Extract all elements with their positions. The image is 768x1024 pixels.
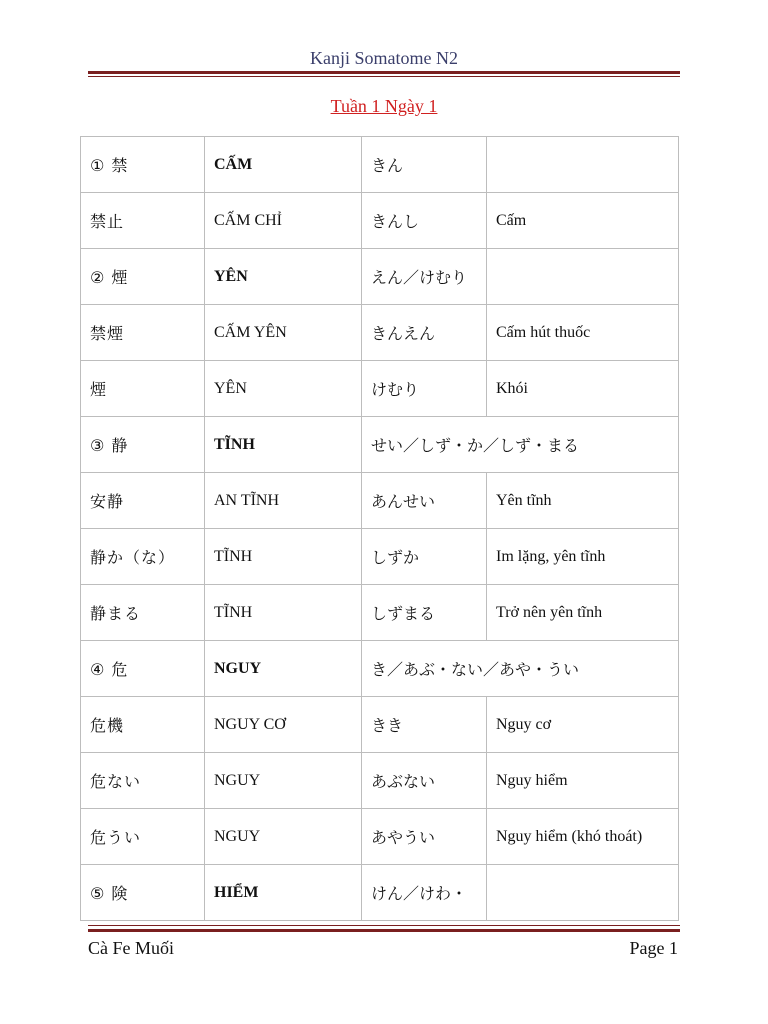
meaning-cell: Nguy cơ bbox=[487, 697, 679, 753]
meaning-cell bbox=[487, 137, 679, 193]
kana-cell: きん bbox=[362, 137, 487, 193]
kana-cell: えん／けむり bbox=[362, 249, 487, 305]
table-row bbox=[81, 753, 679, 809]
table-row bbox=[81, 809, 679, 865]
kanji-cell: ③ 静 bbox=[81, 417, 205, 473]
kana-cell: あぶない bbox=[362, 753, 487, 809]
kanji-cell: 静まる bbox=[81, 585, 205, 641]
meaning-cell bbox=[487, 249, 679, 305]
kana-cell: けん／けわ・ bbox=[362, 865, 487, 921]
kanji-cell: ④ 危 bbox=[81, 641, 205, 697]
hanviet-cell: CẤM bbox=[205, 137, 362, 193]
meaning-cell: Cấm hút thuốc bbox=[487, 305, 679, 361]
lesson-subtitle: Tuần 1 Ngày 1 bbox=[330, 96, 438, 116]
kanji-table bbox=[80, 136, 679, 921]
kanji-cell: ② 煙 bbox=[81, 249, 205, 305]
document-header-title: Kanji Somatome N2 bbox=[310, 48, 458, 68]
table-row bbox=[81, 305, 679, 361]
table-row bbox=[81, 473, 679, 529]
hanviet-cell: AN TĨNH bbox=[205, 473, 362, 529]
table-row bbox=[81, 697, 679, 753]
kanji-cell: 危ない bbox=[81, 753, 205, 809]
kana-cell: しずまる bbox=[362, 585, 487, 641]
meaning-cell: Im lặng, yên tĩnh bbox=[487, 529, 679, 585]
kanji-cell bbox=[81, 529, 205, 585]
table-row bbox=[81, 641, 679, 697]
kana-cell: きんし bbox=[362, 193, 487, 249]
kanji-suffix: （な） bbox=[124, 548, 176, 567]
kana-cell: きんえん bbox=[362, 305, 487, 361]
meaning-cell: Khói bbox=[487, 361, 679, 417]
header-divider-thin bbox=[88, 76, 680, 77]
kanji-cell: 危うい bbox=[81, 809, 205, 865]
kanji-cell: 禁煙 bbox=[81, 305, 205, 361]
hanviet-cell: CẤM CHỈ bbox=[205, 193, 362, 249]
kanji-cell: 煙 bbox=[81, 361, 205, 417]
table-row bbox=[81, 865, 679, 921]
kana-cell: せい／しず・か／しず・まる bbox=[362, 417, 679, 473]
kana-cell: あんせい bbox=[362, 473, 487, 529]
meaning-cell bbox=[487, 865, 679, 921]
footer-divider bbox=[88, 929, 680, 932]
kana-cell: あやうい bbox=[362, 809, 487, 865]
meaning-cell: Trở nên yên tĩnh bbox=[487, 585, 679, 641]
kana-cell: き／あぶ・ない／あや・うい bbox=[362, 641, 679, 697]
page-number: Page 1 bbox=[629, 938, 678, 958]
meaning-cell: Nguy hiểm bbox=[487, 753, 679, 809]
hanviet-cell: CẤM YÊN bbox=[205, 305, 362, 361]
hanviet-cell: TĨNH bbox=[205, 529, 362, 585]
hanviet-cell: TĨNH bbox=[205, 417, 362, 473]
kanji-cell: ① 禁 bbox=[81, 137, 205, 193]
hanviet-cell: NGUY bbox=[205, 753, 362, 809]
hanviet-cell: NGUY CƠ bbox=[205, 697, 362, 753]
footer-author: Cà Fe Muối bbox=[88, 938, 175, 958]
table-row bbox=[81, 249, 679, 305]
hanviet-cell: TĨNH bbox=[205, 585, 362, 641]
hanviet-cell: HIỂM bbox=[205, 865, 362, 921]
table-row bbox=[81, 361, 679, 417]
meaning-cell: Nguy hiểm (khó thoát) bbox=[487, 809, 679, 865]
kana-cell: しずか bbox=[362, 529, 487, 585]
kanji-cell: ⑤ 険 bbox=[81, 865, 205, 921]
hanviet-cell: NGUY bbox=[205, 641, 362, 697]
table-row bbox=[81, 585, 679, 641]
table-row bbox=[81, 137, 679, 193]
kanji-cell: 禁止 bbox=[81, 193, 205, 249]
kana-cell: きき bbox=[362, 697, 487, 753]
kanji-cell: 危機 bbox=[81, 697, 205, 753]
hanviet-cell: YÊN bbox=[205, 361, 362, 417]
footer-divider-thin bbox=[88, 925, 680, 926]
table-row bbox=[81, 193, 679, 249]
kanji-cell: 安静 bbox=[81, 473, 205, 529]
kanji-text: 静か bbox=[90, 548, 125, 567]
table-row bbox=[81, 417, 679, 473]
meaning-cell: Cấm bbox=[487, 193, 679, 249]
kana-cell: けむり bbox=[362, 361, 487, 417]
hanviet-cell: YÊN bbox=[205, 249, 362, 305]
meaning-cell: Yên tĩnh bbox=[487, 473, 679, 529]
table-row bbox=[81, 529, 679, 585]
hanviet-cell: NGUY bbox=[205, 809, 362, 865]
header-divider bbox=[88, 71, 680, 74]
